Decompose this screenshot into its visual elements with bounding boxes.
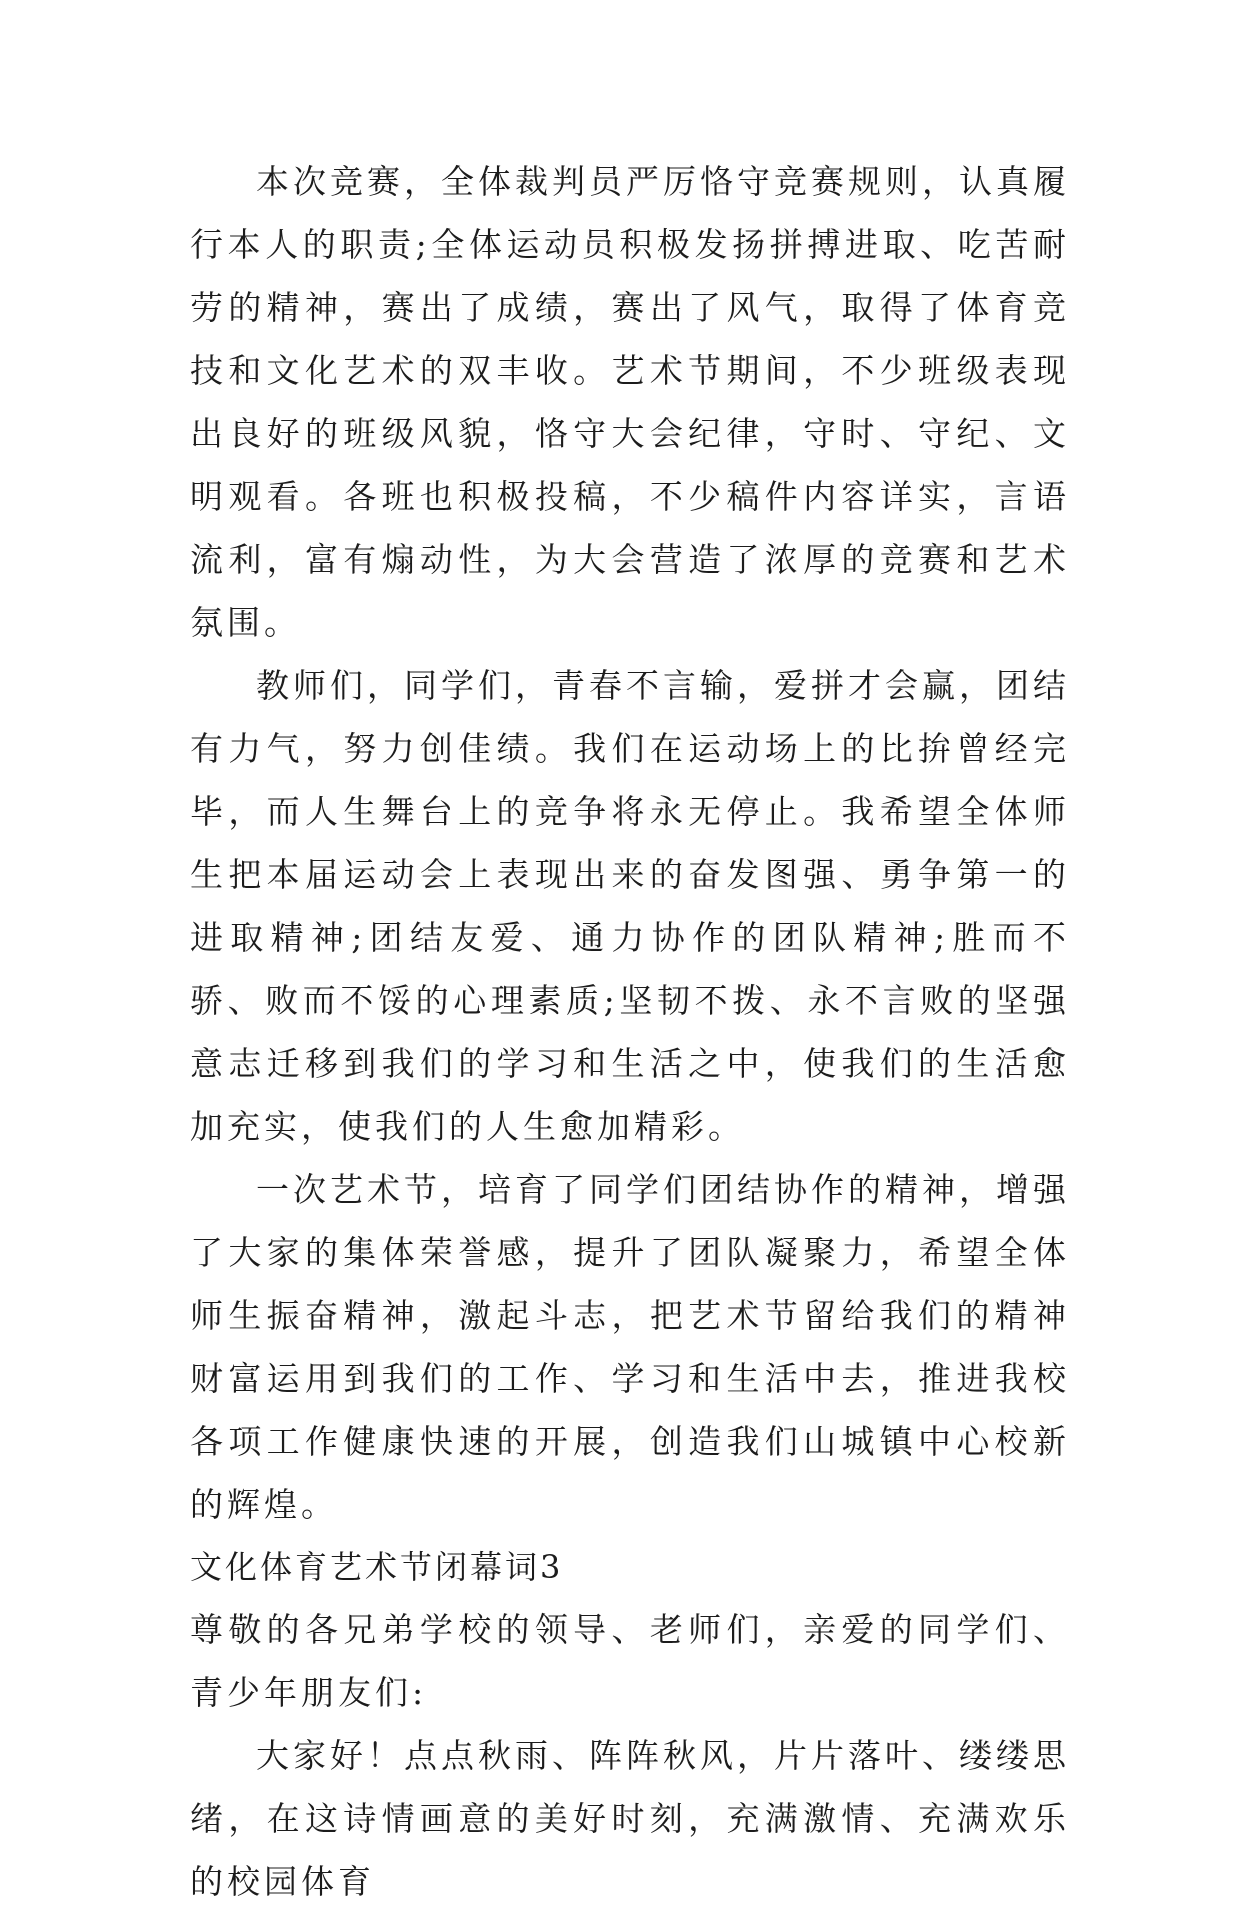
section-title: 文化体育艺术节闭幕词3	[190, 1548, 564, 1586]
paragraph-teachers-students: 教师们，同学们，青春不言输，爱拼才会赢，团结有力气，努力创佳绩。我们在运动场上的比拚曾经完毕，而人生舞台上的竞争将永无停止。我希望全体师生把本届运动会上表现出来的奋发图强、勇争第一的进取精神;团结友爱、通力协作的团队精神;胜而不骄、败而不馁的心理素质;坚韧不拨、永不言败的坚强意志迁移到我们的学习和生活之中，使我们的生活愈加充实，使我们的人生愈加精彩。	[190, 666, 1070, 1146]
paragraph-opening: 大家好！点点秋雨、阵阵秋风，片片落叶、缕缕思绪，在这诗情画意的美好时刻，充满激情、充满欢乐的校园体育	[190, 1736, 1070, 1901]
document-body	[190, 150, 1070, 1913]
salutation: 尊敬的各兄弟学校的领导、老师们，亲爱的同学们、青少年朋友们:	[190, 1610, 1070, 1712]
paragraph-art-festival: 一次艺术节，培育了同学们团结协作的精神，增强了大家的集体荣誉感，提升了团队凝聚力，希望全体师生振奋精神，激起斗志，把艺术节留给我们的精神财富运用到我们的工作、学习和生活中去，推进我校各项工作健康快速的开展，创造我们山城镇中心校新的辉煌。	[190, 1170, 1070, 1524]
paragraph-competition-summary: 本次竞赛，全体裁判员严厉恪守竞赛规则，认真履行本人的职责;全体运动员积极发扬拼搏进取、吃苦耐劳的精神，赛出了成绩，赛出了风气，取得了体育竞技和文化艺术的双丰收。艺术节期间，不少班级表现出良好的班级风貌，恪守大会纪律，守时、守纪、文明观看。各班也积极投稿，不少稿件内容详实，言语流利，富有煽动性，为大会营造了浓厚的竞赛和艺术氛围。	[190, 162, 1070, 642]
